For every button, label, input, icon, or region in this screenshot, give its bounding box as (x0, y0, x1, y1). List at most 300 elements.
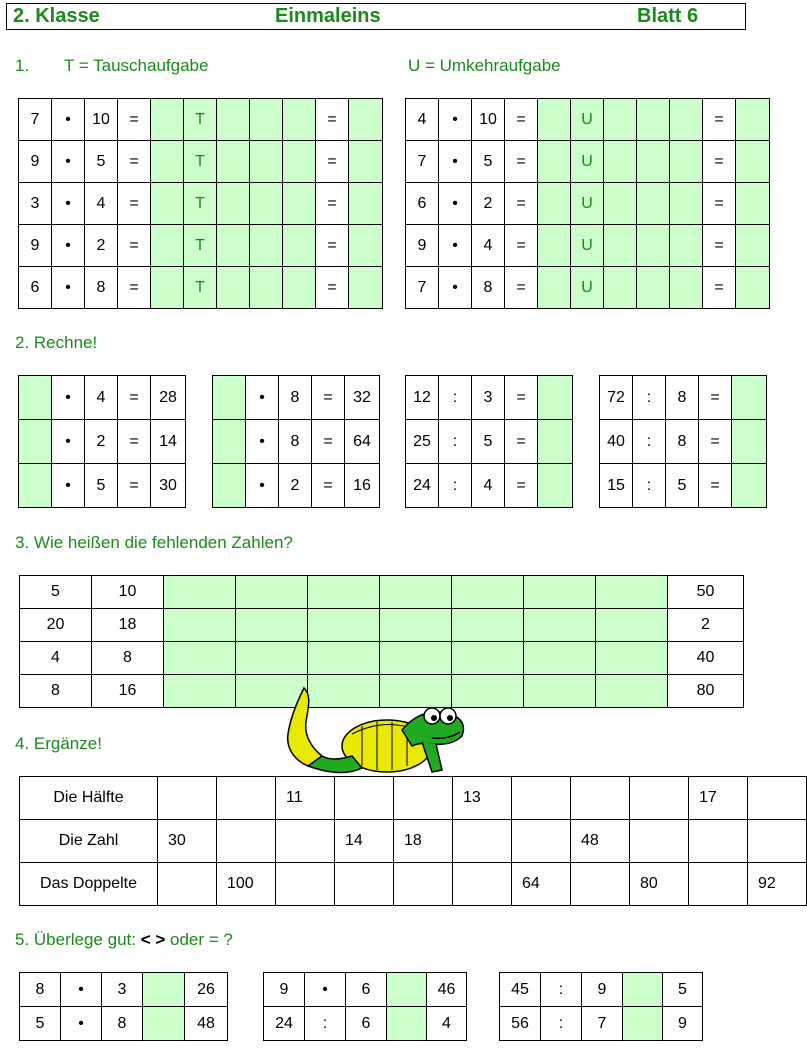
second-cell: 16 (92, 675, 164, 708)
operand-cell: 8 (102, 1007, 143, 1041)
times-sign: • (246, 376, 279, 420)
factor-cell: 10 (472, 99, 505, 141)
times-sign: • (439, 183, 472, 225)
answer-cell[interactable] (151, 183, 184, 225)
answer-cell[interactable] (538, 225, 571, 267)
divisor-cell: 8 (666, 376, 699, 420)
equals-sign: = (699, 420, 732, 464)
start-cell: 4 (20, 642, 92, 675)
value-cell: 13 (453, 777, 512, 820)
value-cell[interactable] (335, 863, 394, 906)
task2-title: 2. Rechne! (15, 333, 98, 352)
value-cell: 14 (335, 820, 394, 863)
factor-cell: 6 (19, 267, 52, 309)
answer-cell[interactable] (19, 376, 52, 420)
answer-cell[interactable] (250, 141, 283, 183)
factor-cell: 8 (85, 267, 118, 309)
missing-cell[interactable] (164, 576, 236, 609)
value-cell[interactable] (158, 863, 217, 906)
answer-cell[interactable] (217, 183, 250, 225)
type-letter: U (571, 141, 604, 183)
type-letter: U (571, 183, 604, 225)
table-row (19, 225, 383, 267)
operand-cell: 9 (582, 973, 623, 1007)
answer-cell[interactable] (151, 267, 184, 309)
end-cell: 80 (668, 675, 744, 708)
operand-cell: 9 (264, 973, 305, 1007)
times-sign: • (52, 141, 85, 183)
factor-cell: 7 (406, 141, 439, 183)
times-sign: • (52, 225, 85, 267)
missing-cell[interactable] (164, 642, 236, 675)
value-cell: 46 (427, 973, 467, 1007)
task5-title-prefix: 5. Überlege gut: (15, 930, 141, 949)
value-cell[interactable] (276, 820, 335, 863)
value-cell[interactable] (512, 820, 571, 863)
compare-table-a (19, 972, 228, 1041)
times-sign: • (52, 464, 85, 508)
missing-cell[interactable] (452, 642, 524, 675)
factor-cell: 7 (19, 99, 52, 141)
answer-cell[interactable] (19, 420, 52, 464)
times-sign: • (52, 420, 85, 464)
times-sign: • (439, 267, 472, 309)
equals-sign: = (316, 267, 349, 309)
answer-cell[interactable] (250, 99, 283, 141)
factor-cell: 4 (472, 225, 505, 267)
answer-cell[interactable] (349, 141, 383, 183)
table-row (406, 376, 573, 420)
equals-sign: = (316, 183, 349, 225)
factor-cell: 2 (472, 183, 505, 225)
answer-cell[interactable] (670, 183, 703, 225)
answer-cell[interactable] (538, 376, 573, 420)
answer-cell[interactable] (217, 267, 250, 309)
missing-cell[interactable] (236, 642, 308, 675)
sheet-label: Blatt 6 (637, 5, 699, 27)
answer-cell[interactable] (736, 141, 770, 183)
answer-cell[interactable] (283, 183, 316, 225)
answer-cell[interactable] (637, 141, 670, 183)
factor-cell: 7 (406, 267, 439, 309)
operand-cell: 7 (582, 1007, 623, 1041)
rechne-table-d (599, 375, 767, 508)
equals-sign: = (118, 420, 151, 464)
table-row (20, 973, 228, 1007)
missing-cell[interactable] (164, 609, 236, 642)
type-letter: T (184, 183, 217, 225)
missing-cell[interactable] (596, 576, 668, 609)
missing-cell[interactable] (596, 675, 668, 708)
umkehr-table (405, 98, 770, 309)
answer-cell[interactable] (538, 420, 573, 464)
times-sign: • (246, 464, 279, 508)
operator-sign: : (541, 973, 582, 1007)
times-sign: • (52, 99, 85, 141)
product-cell: 16 (345, 464, 380, 508)
task4-title: 4. Ergänze! (15, 734, 102, 753)
table-row (406, 99, 770, 141)
product-cell: 64 (345, 420, 380, 464)
dividend-cell: 24 (406, 464, 439, 508)
rechne-table-c (405, 375, 573, 508)
missing-cell[interactable] (596, 642, 668, 675)
answer-cell[interactable] (213, 464, 246, 508)
equals-sign: = (505, 420, 538, 464)
equals-sign: = (699, 376, 732, 420)
table-row (19, 183, 383, 225)
table-row (19, 267, 383, 309)
value-cell[interactable] (689, 820, 748, 863)
value-cell[interactable] (571, 863, 630, 906)
table-row (500, 1007, 703, 1041)
answer-cell[interactable] (538, 183, 571, 225)
missing-cell[interactable] (596, 609, 668, 642)
operand-cell: 5 (20, 1007, 61, 1041)
table-row (213, 376, 380, 420)
answer-cell[interactable] (538, 141, 571, 183)
crocodile-icon (282, 686, 472, 778)
equals-sign: = (316, 99, 349, 141)
task1-label-u: U = Umkehraufgabe (408, 56, 561, 75)
operand-cell: 24 (264, 1007, 305, 1041)
answer-cell[interactable] (151, 99, 184, 141)
factor-cell: 4 (406, 99, 439, 141)
table-row (264, 973, 467, 1007)
equals-sign: = (118, 376, 151, 420)
answer-cell[interactable] (604, 141, 637, 183)
factor-cell: 6 (406, 183, 439, 225)
operator-sign: : (541, 1007, 582, 1041)
table-row (406, 420, 573, 464)
start-cell: 5 (20, 576, 92, 609)
equals-sign: = (316, 141, 349, 183)
task1-label-t: T = Tauschaufgabe (64, 56, 209, 75)
start-cell: 20 (20, 609, 92, 642)
value-cell[interactable] (748, 777, 807, 820)
product-cell: 28 (151, 376, 186, 420)
answer-cell[interactable] (217, 225, 250, 267)
table-row (20, 642, 744, 675)
answer-cell[interactable] (736, 183, 770, 225)
factor-cell: 8 (279, 376, 312, 420)
divide-sign: : (439, 376, 472, 420)
factor-cell: 5 (85, 464, 118, 508)
type-letter: U (571, 99, 604, 141)
answer-cell[interactable] (538, 99, 571, 141)
answer-cell[interactable] (250, 183, 283, 225)
equals-sign: = (505, 99, 538, 141)
value-cell: 11 (276, 777, 335, 820)
divisor-cell: 8 (666, 420, 699, 464)
missing-cell[interactable] (308, 642, 380, 675)
equals-sign: = (316, 225, 349, 267)
row-label: Die Zahl (20, 820, 158, 863)
equals-sign: = (505, 141, 538, 183)
factor-cell: 9 (406, 225, 439, 267)
value-cell: 26 (185, 973, 228, 1007)
divide-sign: : (439, 464, 472, 508)
type-letter: T (184, 141, 217, 183)
equals-sign: = (505, 267, 538, 309)
equals-sign: = (118, 183, 151, 225)
answer-cell[interactable] (736, 225, 770, 267)
answer-cell[interactable] (349, 99, 383, 141)
equals-sign: = (312, 420, 345, 464)
header (6, 3, 746, 30)
answer-cell[interactable] (213, 420, 246, 464)
compare-cell[interactable] (623, 973, 663, 1007)
factor-cell: 8 (472, 267, 505, 309)
compare-cell[interactable] (387, 973, 427, 1007)
table-row (213, 464, 380, 508)
value-cell[interactable] (571, 777, 630, 820)
answer-cell[interactable] (732, 464, 767, 508)
rechne-table-b (212, 375, 380, 508)
answer-cell[interactable] (217, 141, 250, 183)
equals-sign: = (505, 183, 538, 225)
type-letter: T (184, 99, 217, 141)
product-cell: 32 (345, 376, 380, 420)
answer-cell[interactable] (349, 183, 383, 225)
table-row (264, 1007, 467, 1041)
equals-sign: = (118, 99, 151, 141)
missing-cell[interactable] (236, 609, 308, 642)
factor-cell: 5 (85, 141, 118, 183)
value-cell[interactable] (630, 777, 689, 820)
answer-cell[interactable] (637, 225, 670, 267)
rechne-table-a (18, 375, 186, 508)
answer-cell[interactable] (250, 225, 283, 267)
factor-cell: 2 (85, 225, 118, 267)
missing-cell[interactable] (380, 609, 452, 642)
compare-table-b (263, 972, 467, 1041)
missing-cell[interactable] (236, 576, 308, 609)
type-letter: T (184, 225, 217, 267)
answer-cell[interactable] (283, 267, 316, 309)
dividend-cell: 72 (600, 376, 633, 420)
answer-cell[interactable] (736, 267, 770, 309)
answer-cell[interactable] (604, 99, 637, 141)
divisor-cell: 4 (472, 464, 505, 508)
operand-cell: 45 (500, 973, 541, 1007)
answer-cell[interactable] (151, 225, 184, 267)
value-cell[interactable] (748, 820, 807, 863)
answer-cell[interactable] (604, 267, 637, 309)
missing-cell[interactable] (524, 609, 596, 642)
operand-cell: 56 (500, 1007, 541, 1041)
answer-cell[interactable] (250, 267, 283, 309)
type-letter: U (571, 267, 604, 309)
answer-cell[interactable] (670, 225, 703, 267)
answer-cell[interactable] (283, 99, 316, 141)
answer-cell[interactable] (732, 376, 767, 420)
equals-sign: = (118, 464, 151, 508)
factor-cell: 2 (279, 464, 312, 508)
missing-cell[interactable] (308, 609, 380, 642)
table-row (600, 464, 767, 508)
answer-cell[interactable] (670, 141, 703, 183)
value-cell[interactable] (335, 777, 394, 820)
answer-cell[interactable] (637, 183, 670, 225)
answer-cell[interactable] (637, 267, 670, 309)
value-cell: 4 (427, 1007, 467, 1041)
operand-cell: 3 (102, 973, 143, 1007)
answer-cell[interactable] (538, 267, 571, 309)
second-cell: 10 (92, 576, 164, 609)
table-row (406, 141, 770, 183)
value-cell[interactable] (276, 863, 335, 906)
factor-cell: 10 (85, 99, 118, 141)
factor-cell: 2 (85, 420, 118, 464)
value-cell[interactable] (512, 777, 571, 820)
dividend-cell: 25 (406, 420, 439, 464)
answer-cell[interactable] (217, 99, 250, 141)
missing-cell[interactable] (524, 642, 596, 675)
compare-cell[interactable] (623, 1007, 663, 1041)
value-cell: 64 (512, 863, 571, 906)
table-row (20, 609, 744, 642)
value-cell[interactable] (158, 777, 217, 820)
answer-cell[interactable] (670, 267, 703, 309)
times-sign: • (52, 267, 85, 309)
value-cell: 48 (185, 1007, 228, 1041)
equals-sign: = (505, 225, 538, 267)
value-cell[interactable] (630, 820, 689, 863)
table-row (406, 464, 573, 508)
compare-cell[interactable] (387, 1007, 427, 1041)
value-cell[interactable] (394, 777, 453, 820)
answer-cell[interactable] (213, 376, 246, 420)
value-cell[interactable] (217, 777, 276, 820)
answer-cell[interactable] (637, 99, 670, 141)
equals-sign: = (703, 225, 736, 267)
answer-cell[interactable] (604, 183, 637, 225)
answer-cell[interactable] (283, 225, 316, 267)
equals-sign: = (703, 141, 736, 183)
divide-sign: : (633, 420, 666, 464)
equals-sign: = (312, 376, 345, 420)
value-cell[interactable] (453, 820, 512, 863)
end-cell: 50 (668, 576, 744, 609)
operator-sign: • (305, 973, 346, 1007)
times-sign: • (439, 99, 472, 141)
missing-cell[interactable] (308, 576, 380, 609)
times-sign: • (52, 376, 85, 420)
missing-cell[interactable] (524, 576, 596, 609)
topic-label: Einmaleins (275, 5, 381, 27)
divisor-cell: 3 (472, 376, 505, 420)
answer-cell[interactable] (349, 225, 383, 267)
value-cell: 80 (630, 863, 689, 906)
answer-cell[interactable] (19, 464, 52, 508)
missing-cell[interactable] (380, 576, 452, 609)
table-row (19, 99, 383, 141)
times-sign: • (439, 225, 472, 267)
answer-cell[interactable] (732, 420, 767, 464)
equals-sign: = (505, 464, 538, 508)
factor-cell: 4 (85, 376, 118, 420)
task5-title (15, 930, 233, 950)
equals-sign: = (118, 141, 151, 183)
answer-cell[interactable] (283, 141, 316, 183)
equals-sign: = (505, 376, 538, 420)
missing-cell[interactable] (380, 642, 452, 675)
divide-sign: : (633, 376, 666, 420)
tausch-table (18, 98, 383, 309)
factor-cell: 3 (19, 183, 52, 225)
end-cell: 40 (668, 642, 744, 675)
operator-sign: • (61, 973, 102, 1007)
type-letter: U (571, 225, 604, 267)
value-cell[interactable] (453, 863, 512, 906)
task1-number: 1. (15, 56, 30, 75)
end-cell: 2 (668, 609, 744, 642)
compare-cell[interactable] (143, 973, 185, 1007)
operator-sign: • (61, 1007, 102, 1041)
table-row (600, 376, 767, 420)
missing-cell[interactable] (164, 675, 236, 708)
equals-sign: = (312, 464, 345, 508)
equals-sign: = (703, 267, 736, 309)
missing-cell[interactable] (452, 576, 524, 609)
table-row (19, 141, 383, 183)
second-cell: 18 (92, 609, 164, 642)
table-row (19, 376, 186, 420)
missing-cell[interactable] (452, 609, 524, 642)
value-cell[interactable] (689, 863, 748, 906)
table-row (406, 183, 770, 225)
factor-cell: 9 (19, 141, 52, 183)
answer-cell[interactable] (670, 99, 703, 141)
value-cell: 92 (748, 863, 807, 906)
product-cell: 14 (151, 420, 186, 464)
answer-cell[interactable] (151, 141, 184, 183)
times-sign: • (439, 141, 472, 183)
dividend-cell: 40 (600, 420, 633, 464)
ergaenze-table (19, 776, 807, 906)
factor-cell: 4 (85, 183, 118, 225)
task5-title-suffix: oder = ? (165, 930, 233, 949)
answer-cell[interactable] (349, 267, 383, 309)
type-letter: T (184, 267, 217, 309)
equals-sign: = (699, 464, 732, 508)
factor-cell: 9 (19, 225, 52, 267)
factor-cell: 8 (279, 420, 312, 464)
table-row (19, 464, 186, 508)
answer-cell[interactable] (538, 464, 573, 508)
answer-cell[interactable] (604, 225, 637, 267)
equals-sign: = (703, 99, 736, 141)
compare-cell[interactable] (143, 1007, 185, 1041)
table-row (406, 267, 770, 309)
value-cell: 9 (663, 1007, 703, 1041)
operand-cell: 6 (346, 1007, 387, 1041)
dividend-cell: 15 (600, 464, 633, 508)
operator-sign: : (305, 1007, 346, 1041)
value-cell[interactable] (217, 820, 276, 863)
missing-cell[interactable] (524, 675, 596, 708)
divisor-cell: 5 (666, 464, 699, 508)
equals-sign: = (703, 183, 736, 225)
value-cell: 5 (663, 973, 703, 1007)
table-row (20, 863, 807, 906)
value-cell[interactable] (394, 863, 453, 906)
row-label: Die Hälfte (20, 777, 158, 820)
table-row (600, 420, 767, 464)
answer-cell[interactable] (736, 99, 770, 141)
operand-cell: 8 (20, 973, 61, 1007)
